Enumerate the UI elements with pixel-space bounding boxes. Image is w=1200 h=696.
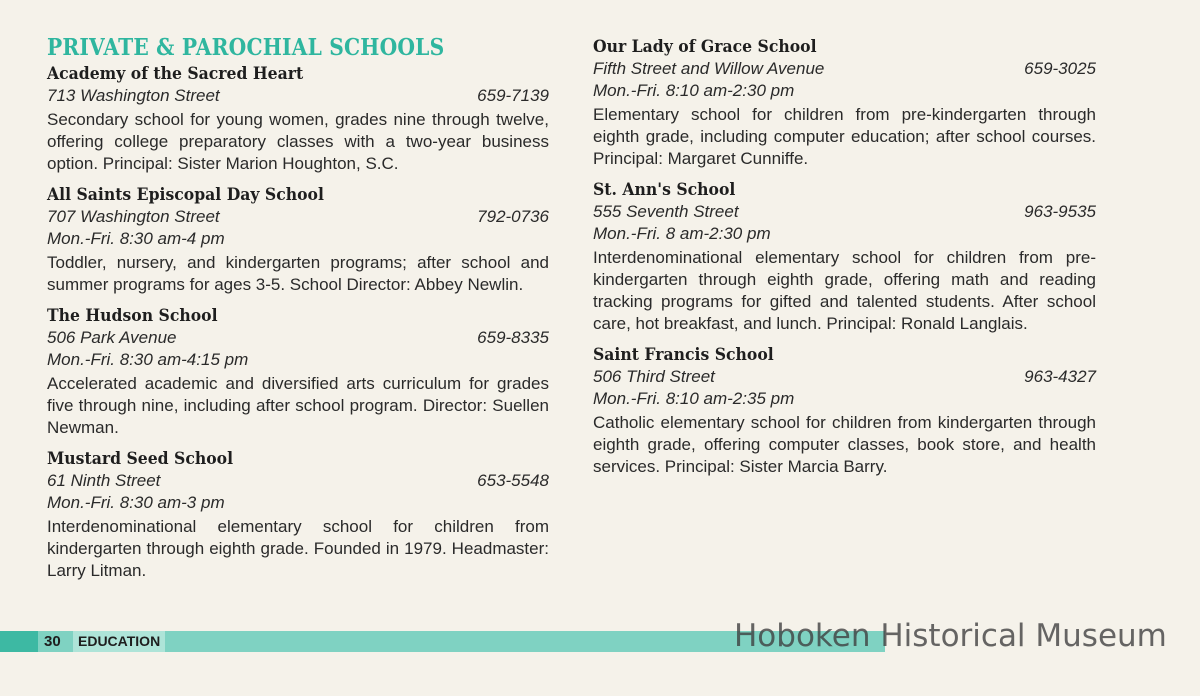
school-hours: Mon.-Fri. 8:30 am-4 pm	[47, 229, 225, 248]
school-address: 713 Washington Street	[47, 86, 220, 105]
address-line	[593, 201, 1096, 223]
footer-tab	[0, 631, 38, 652]
school-name: St. Ann's School	[593, 180, 736, 200]
school-hours: Mon.-Fri. 8:10 am-2:35 pm	[593, 389, 795, 408]
school-entry	[47, 184, 549, 296]
right-column	[593, 36, 1096, 487]
school-hours: Mon.-Fri. 8:30 am-3 pm	[47, 493, 225, 512]
page-number: 30	[44, 633, 61, 650]
school-name: The Hudson School	[47, 306, 218, 326]
school-name: Saint Francis School	[593, 345, 774, 365]
school-description: Interdenominational elementary school for children from kindergarten through eighth grade. Founded in 1979. Headmaster: Larry Litman.	[47, 517, 549, 580]
school-phone: 659-7139	[477, 86, 549, 105]
school-hours: Mon.-Fri. 8:30 am-4:15 pm	[47, 350, 249, 369]
school-address: 555 Seventh Street	[593, 202, 739, 221]
school-entry	[593, 344, 1096, 478]
section-title: PRIVATE & PAROCHIAL SCHOOLS	[47, 34, 445, 61]
left-column	[47, 34, 549, 591]
address-line	[47, 470, 549, 492]
school-phone: 792-0736	[477, 207, 549, 226]
school-description: Catholic elementary school for children from kindergarten through eighth grade, offering computer classes, book store, and health services. Principal: Sister Marcia Barry.	[593, 413, 1096, 476]
school-name: All Saints Episcopal Day School	[47, 185, 324, 205]
address-line	[47, 85, 549, 107]
school-description: Elementary school for children from pre-kindergarten through eighth grade, including computer education; after school courses. Principal: Margaret Cunniffe.	[593, 105, 1096, 168]
school-address: 506 Park Avenue	[47, 328, 177, 347]
school-name: Academy of the Sacred Heart	[47, 64, 304, 84]
watermark: Hoboken Historical Museum	[734, 618, 1167, 654]
school-phone: 963-9535	[1024, 202, 1096, 221]
school-description: Toddler, nursery, and kindergarten programs; after school and summer programs for ages 3-5. School Director: Abbey Newlin.	[47, 253, 549, 294]
school-name: Mustard Seed School	[47, 449, 234, 469]
school-address: 61 Ninth Street	[47, 471, 161, 490]
school-address: 506 Third Street	[593, 367, 715, 386]
school-description: Interdenominational elementary school for children from pre-kindergarten through eighth grade, offering math and reading tracking programs for gifted and talented students. After school care, hot breakfast, and lunch. Principal: Ronald Langlais.	[593, 248, 1096, 333]
school-phone: 963-4327	[1024, 367, 1096, 386]
school-name: Our Lady of Grace School	[593, 37, 817, 57]
footer-section-label: EDUCATION	[73, 631, 165, 652]
address-line	[593, 58, 1096, 80]
school-entry	[593, 36, 1096, 170]
school-entry	[47, 448, 549, 582]
school-phone: 653-5548	[477, 471, 549, 490]
school-address: Fifth Street and Willow Avenue	[593, 59, 825, 78]
school-hours: Mon.-Fri. 8 am-2:30 pm	[593, 224, 771, 243]
school-entry	[47, 305, 549, 439]
school-phone: 659-8335	[477, 328, 549, 347]
school-description: Accelerated academic and diversified arts curriculum for grades five through nine, including after school program. Director: Suellen Newman.	[47, 374, 549, 437]
school-phone: 659-3025	[1024, 59, 1096, 78]
school-entry	[593, 179, 1096, 335]
school-description: Secondary school for young women, grades nine through twelve, offering college preparatory classes with a two-year business option. Principal: Sister Marion Houghton, S.C.	[47, 110, 549, 173]
school-hours: Mon.-Fri. 8:10 am-2:30 pm	[593, 81, 795, 100]
school-entry	[47, 63, 549, 175]
address-line	[47, 206, 549, 228]
school-address: 707 Washington Street	[47, 207, 220, 226]
address-line	[593, 366, 1096, 388]
address-line	[47, 327, 549, 349]
